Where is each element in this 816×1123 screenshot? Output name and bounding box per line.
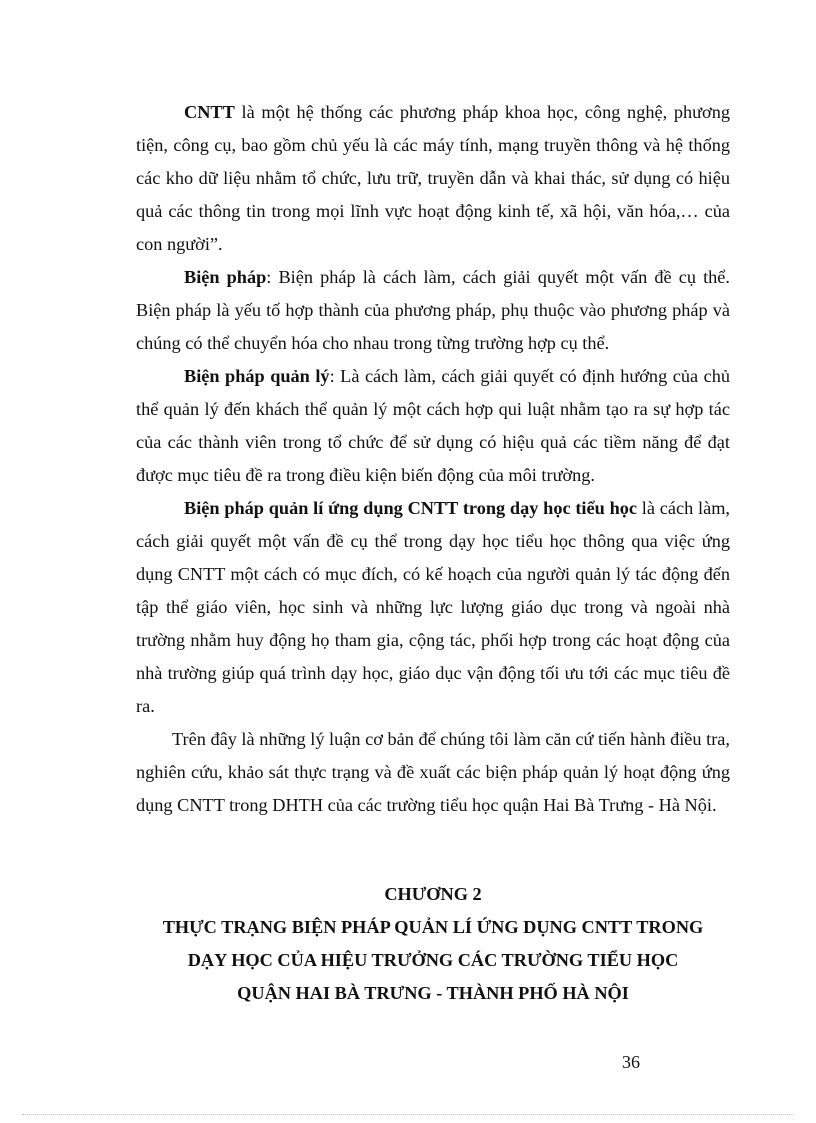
paragraph-bien-phap-ung-dung-cntt — [136, 492, 730, 723]
paragraph-bien-phap-quan-ly — [136, 360, 730, 492]
page-bottom-divider — [22, 1114, 794, 1115]
paragraph-text: là một hệ thống các phương pháp khoa học, công nghệ, phương tiện, công cụ, bao gồm chủ yếu là các máy tính, mạng truyền thông và hệ thống các kho dữ liệu nhằm tổ chức, lưu trữ, truyền dẫn và khai thác, sử dụng có hiệu quả các thông tin trong mọi lĩnh vực hoạt động kinh tế, xã hội, văn hóa,… của con người”. — [136, 102, 730, 254]
term-cntt: CNTT — [184, 102, 235, 122]
paragraph-text: Trên đây là những lý luận cơ bản để chúng tôi làm căn cứ tiến hành điều tra, nghiên cứu, khảo sát thực trạng và đề xuất các biện pháp quản lý hoạt động ứng dụng CNTT trong DHTH của các trường tiểu học quận Hai Bà Trưng - Hà Nội. — [136, 729, 730, 815]
term-bien-phap-ung-dung-cntt: Biện pháp quản lí ứng dụng CNTT trong dạy học tiểu học — [184, 498, 637, 518]
paragraph-bien-phap — [136, 261, 730, 360]
chapter-title-line-2: DẠY HỌC CỦA HIỆU TRƯỞNG CÁC TRƯỜNG TIỂU HỌC — [187, 950, 679, 970]
paragraph-summary — [136, 723, 730, 822]
body-text — [136, 96, 730, 822]
chapter-label: CHƯƠNG 2 — [384, 884, 482, 904]
page-number: 36 — [622, 1052, 640, 1072]
term-bien-phap: Biện pháp — [184, 267, 267, 287]
chapter-title-line-3: QUẬN HAI BÀ TRƯNG - THÀNH PHỐ HÀ NỘI — [237, 983, 629, 1003]
paragraph-text: là cách làm, cách giải quyết một vấn đề cụ thể trong dạy học tiểu học thông qua việc ứng dụng CNTT một cách có mục đích, có kế hoạch của người quản lý tác động đến tập thể giáo viên, học sinh và những lực lượng giáo dục trong và ngoài nhà trường nhằm huy động họ tham gia, cộng tác, phối hợp trong các hoạt động của nhà trường giúp quá trình dạy học, giáo dục vận động tối ưu tới các mục tiêu đề ra. — [136, 498, 730, 716]
paragraph-text: : Biện pháp là cách làm, cách giải quyết một vấn đề cụ thể. Biện pháp là yếu tố hợp thành của phương pháp, phụ thuộc vào phương pháp và chúng có thể chuyển hóa cho nhau trong từng trường hợp cụ thể. — [136, 267, 730, 353]
paragraph-text: : Là cách làm, cách giải quyết có định hướng của chủ thể quản lý đến khách thể quản lý một cách hợp qui luật nhằm tạo ra sự hợp tác của các thành viên trong tổ chức để sử dụng có hiệu quả các tiềm năng để đạt được mục tiêu đề ra trong điều kiện biến động của môi trường. — [136, 366, 730, 485]
paragraph-cntt-definition — [136, 96, 730, 261]
term-bien-phap-quan-ly: Biện pháp quản lý — [184, 366, 330, 386]
chapter-title-line-1: THỰC TRẠNG BIỆN PHÁP QUẢN LÍ ỨNG DỤNG CNTT TRONG — [162, 917, 704, 937]
chapter-heading — [100, 878, 766, 1010]
